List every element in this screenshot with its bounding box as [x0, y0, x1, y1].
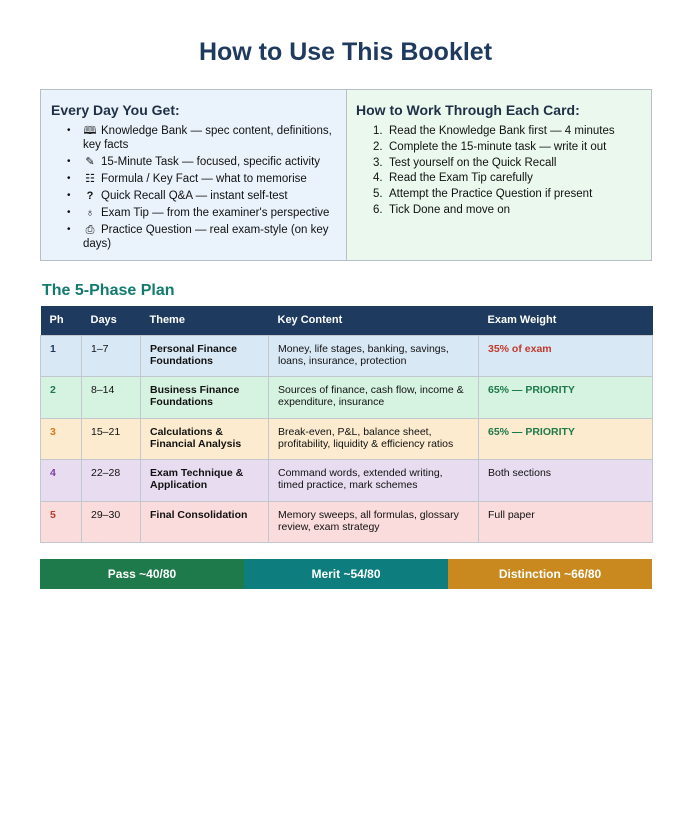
phase-content: Money, life stages, banking, savings, loans, insurance, protection — [269, 335, 479, 377]
column-header: Days — [82, 306, 141, 335]
phase-plan-table — [40, 306, 653, 543]
column-header: Theme — [141, 306, 269, 335]
list-item: • ? Quick Recall Q&A — instant self-test — [67, 190, 288, 202]
phase-days: 1–7 — [82, 335, 141, 377]
document-icon: ⎙ — [85, 224, 95, 236]
list-item: 1. Read the Knowledge Bank first — 4 minutes — [373, 125, 615, 137]
phase-theme: Final Consolidation — [141, 501, 269, 543]
table-row — [41, 335, 653, 377]
phase-weight: Both sections — [479, 460, 653, 502]
phase-theme: Exam Technique & Application — [141, 460, 269, 502]
column-header: Ph — [41, 306, 82, 335]
info-box — [40, 89, 652, 261]
phase-number: 2 — [41, 377, 82, 419]
merit-band: Merit ~54/80 — [244, 559, 448, 589]
list-item: 6. Tick Done and move on — [373, 203, 511, 216]
list-item: 2. Complete the 15-minute task — write it out — [373, 140, 607, 153]
list-item: • ✎ 15-Minute Task — focused, specific activity — [67, 156, 321, 168]
table-row — [41, 501, 653, 543]
phase-content: Sources of finance, cash flow, income & expenditure, insurance — [269, 377, 479, 419]
phase-content: Memory sweeps, all formulas, glossary review, exam strategy — [269, 501, 479, 543]
phase-number: 4 — [41, 460, 82, 502]
phase-content: Break-even, P&L, balance sheet, profitability, liquidity & efficiency ratios — [269, 418, 479, 460]
phase-days: 22–28 — [82, 460, 141, 502]
list-item: 5. Attempt the Practice Question if present — [373, 188, 593, 201]
list-item: • ⎙ Practice Question — real exam-style (on key days) — [67, 224, 329, 250]
phase-content: Command words, extended writing, timed practice, mark schemes — [269, 460, 479, 502]
every-day-list — [51, 124, 336, 251]
table-row — [41, 460, 653, 502]
book-icon: 🕮 — [83, 125, 97, 137]
column-header: Key Content — [269, 306, 479, 335]
table-header-row — [41, 306, 653, 335]
phase-days: 8–14 — [82, 377, 141, 419]
phase-weight: 65% — PRIORITY — [479, 418, 653, 460]
page-title: How to Use This Booklet — [198, 38, 493, 66]
steps-list — [356, 124, 641, 217]
phase-weight: Full paper — [479, 501, 653, 543]
phase-weight: 65% — PRIORITY — [479, 377, 653, 419]
list-item: • 🕮 Knowledge Bank — spec content, definitions, key facts — [67, 125, 332, 151]
distinction-band: Distinction ~66/80 — [448, 559, 652, 589]
list-item: 4. Read the Exam Tip carefully — [373, 172, 533, 185]
table-row — [41, 418, 653, 460]
phase-theme: Business Finance Foundations — [141, 377, 269, 419]
table-row — [41, 377, 653, 419]
phase-number: 1 — [41, 335, 82, 377]
grade-bands — [40, 559, 652, 589]
list-item: 3. Test yourself on the Quick Recall — [373, 156, 557, 169]
list-item: • ☷ Formula / Key Fact — what to memorise — [67, 173, 307, 185]
pass-band: Pass ~40/80 — [40, 559, 244, 589]
phase-theme: Personal Finance Foundations — [141, 335, 269, 377]
every-day-heading: Every Day You Get: — [51, 102, 180, 118]
every-day-panel — [41, 90, 347, 260]
calculator-icon: ☷ — [85, 173, 95, 185]
phase-weight: 35% of exam — [479, 335, 653, 377]
work-through-panel — [347, 90, 651, 260]
phase-days: 29–30 — [82, 501, 141, 543]
phase-number: 5 — [41, 501, 82, 543]
phase-theme: Calculations & Financial Analysis — [141, 418, 269, 460]
list-item: • ♁ Exam Tip — from the examiner's perspective — [67, 207, 330, 219]
work-through-heading: How to Work Through Each Card: — [356, 102, 580, 118]
question-icon: ? — [86, 190, 94, 202]
phase-days: 15–21 — [82, 418, 141, 460]
lightbulb-icon: ♁ — [85, 207, 95, 219]
phase-plan-heading: The 5-Phase Plan — [42, 282, 175, 299]
pencil-icon: ✎ — [85, 156, 95, 168]
phase-number: 3 — [41, 418, 82, 460]
column-header: Exam Weight — [479, 306, 653, 335]
